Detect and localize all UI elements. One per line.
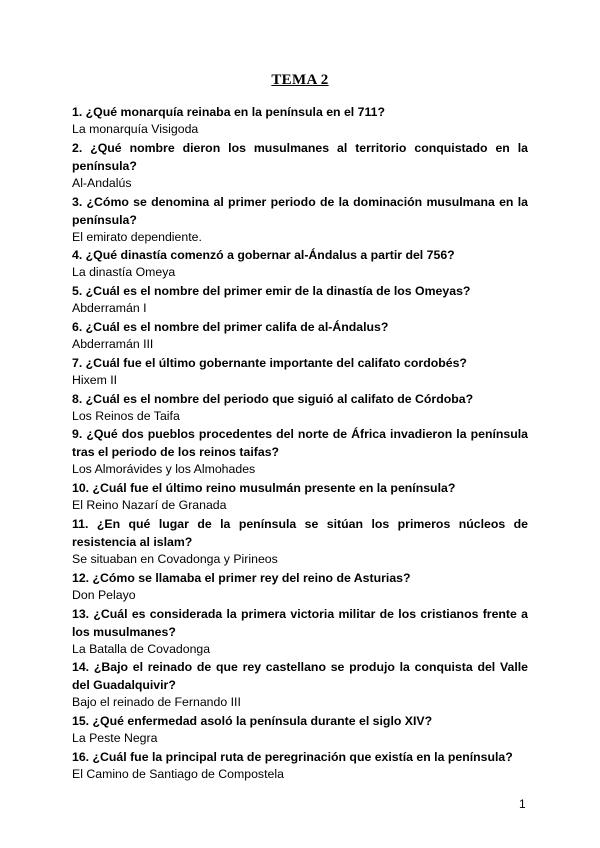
answer-text: Abderramán III	[72, 336, 154, 351]
question-text: 8. ¿Cuál es el nombre del periodo que siguió al califato de Córdoba?	[72, 391, 474, 406]
question-text: 13. ¿Cuál es considerada la primera victoria militar de los cristianos frente a los musulmanes?	[72, 606, 528, 639]
question-text: 12. ¿Cómo se llamaba el primer rey del reino de Asturias?	[72, 570, 411, 585]
answer-text: Al-Andalús	[72, 175, 132, 190]
question-text: 7. ¿Cuál fue el último gobernante importante del califato cordobés?	[72, 355, 467, 370]
answer-text: Los Reinos de Taifa	[72, 408, 180, 423]
question-list	[72, 103, 528, 784]
question-text: 5. ¿Cuál es el nombre del primer emir de la dinastía de los Omeyas?	[72, 284, 471, 299]
list-item	[72, 748, 528, 784]
list-item	[72, 479, 528, 515]
answer-text: Hixem II	[72, 372, 118, 387]
list-item	[72, 354, 528, 390]
answer-text: La Peste Negra	[72, 731, 158, 746]
question-text: 4. ¿Qué dinastía comenzó a gobernar al-Ándalus a partir del 756?	[72, 248, 455, 263]
answer-text: La dinastía Omeya	[72, 265, 176, 280]
answer-text: La Batalla de Covadonga	[72, 641, 211, 656]
question-text: 16. ¿Cuál fue la principal ruta de peregrinación que existía en la península?	[72, 749, 513, 764]
list-item	[72, 569, 528, 605]
question-text: 1. ¿Qué monarquía reinaba en la península en el 711?	[72, 105, 385, 119]
list-item	[72, 658, 528, 712]
answer-text: El Camino de Santiago de Compostela	[72, 766, 284, 781]
list-item	[72, 282, 528, 318]
question-text: 14. ¿Bajo el reinado de que rey castellano se produjo la conquista del Valle del Guadalquivir?	[72, 660, 528, 693]
list-item	[72, 425, 528, 479]
question-text: 2. ¿Qué nombre dieron los musulmanes al territorio conquistado en la península?	[72, 140, 528, 173]
question-text: 9. ¿Qué dos pueblos procedentes del norte de África invadieron la península tras el periodo de los reinos taifas?	[72, 427, 528, 460]
list-item	[72, 390, 528, 426]
page-title: TEMA 2	[271, 72, 329, 88]
question-text: 3. ¿Cómo se denomina al primer periodo de la dominación musulmana en la península?	[72, 194, 528, 227]
answer-text: Don Pelayo	[72, 587, 136, 602]
list-item	[72, 139, 528, 193]
list-item	[72, 712, 528, 748]
answer-text: El Reino Nazarí de Granada	[72, 498, 227, 513]
answer-text: Se situaban en Covadonga y Pirineos	[72, 551, 278, 566]
question-text: 11. ¿En qué lugar de la península se sitúan los primeros núcleos de resistencia al islam?	[72, 516, 528, 549]
answer-text: Abderramán I	[72, 301, 147, 316]
list-item	[72, 103, 528, 139]
list-item	[72, 605, 528, 659]
answer-text: La monarquía Visigoda	[72, 122, 199, 136]
list-item	[72, 318, 528, 354]
answer-text: Los Almorávides y los Almohades	[72, 462, 256, 477]
list-item	[72, 193, 528, 247]
question-text: 15. ¿Qué enfermedad asoló la península durante el siglo XIV?	[72, 714, 433, 729]
question-text: 6. ¿Cuál es el nombre del primer califa de al-Ándalus?	[72, 319, 389, 334]
question-text: 10. ¿Cuál fue el último reino musulmán presente en la península?	[72, 481, 456, 496]
answer-text: El emirato dependiente.	[72, 229, 202, 244]
list-item	[72, 515, 528, 569]
page-number: 1	[519, 797, 526, 811]
answer-text: Bajo el reinado de Fernando III	[72, 695, 241, 710]
list-item	[72, 246, 528, 282]
